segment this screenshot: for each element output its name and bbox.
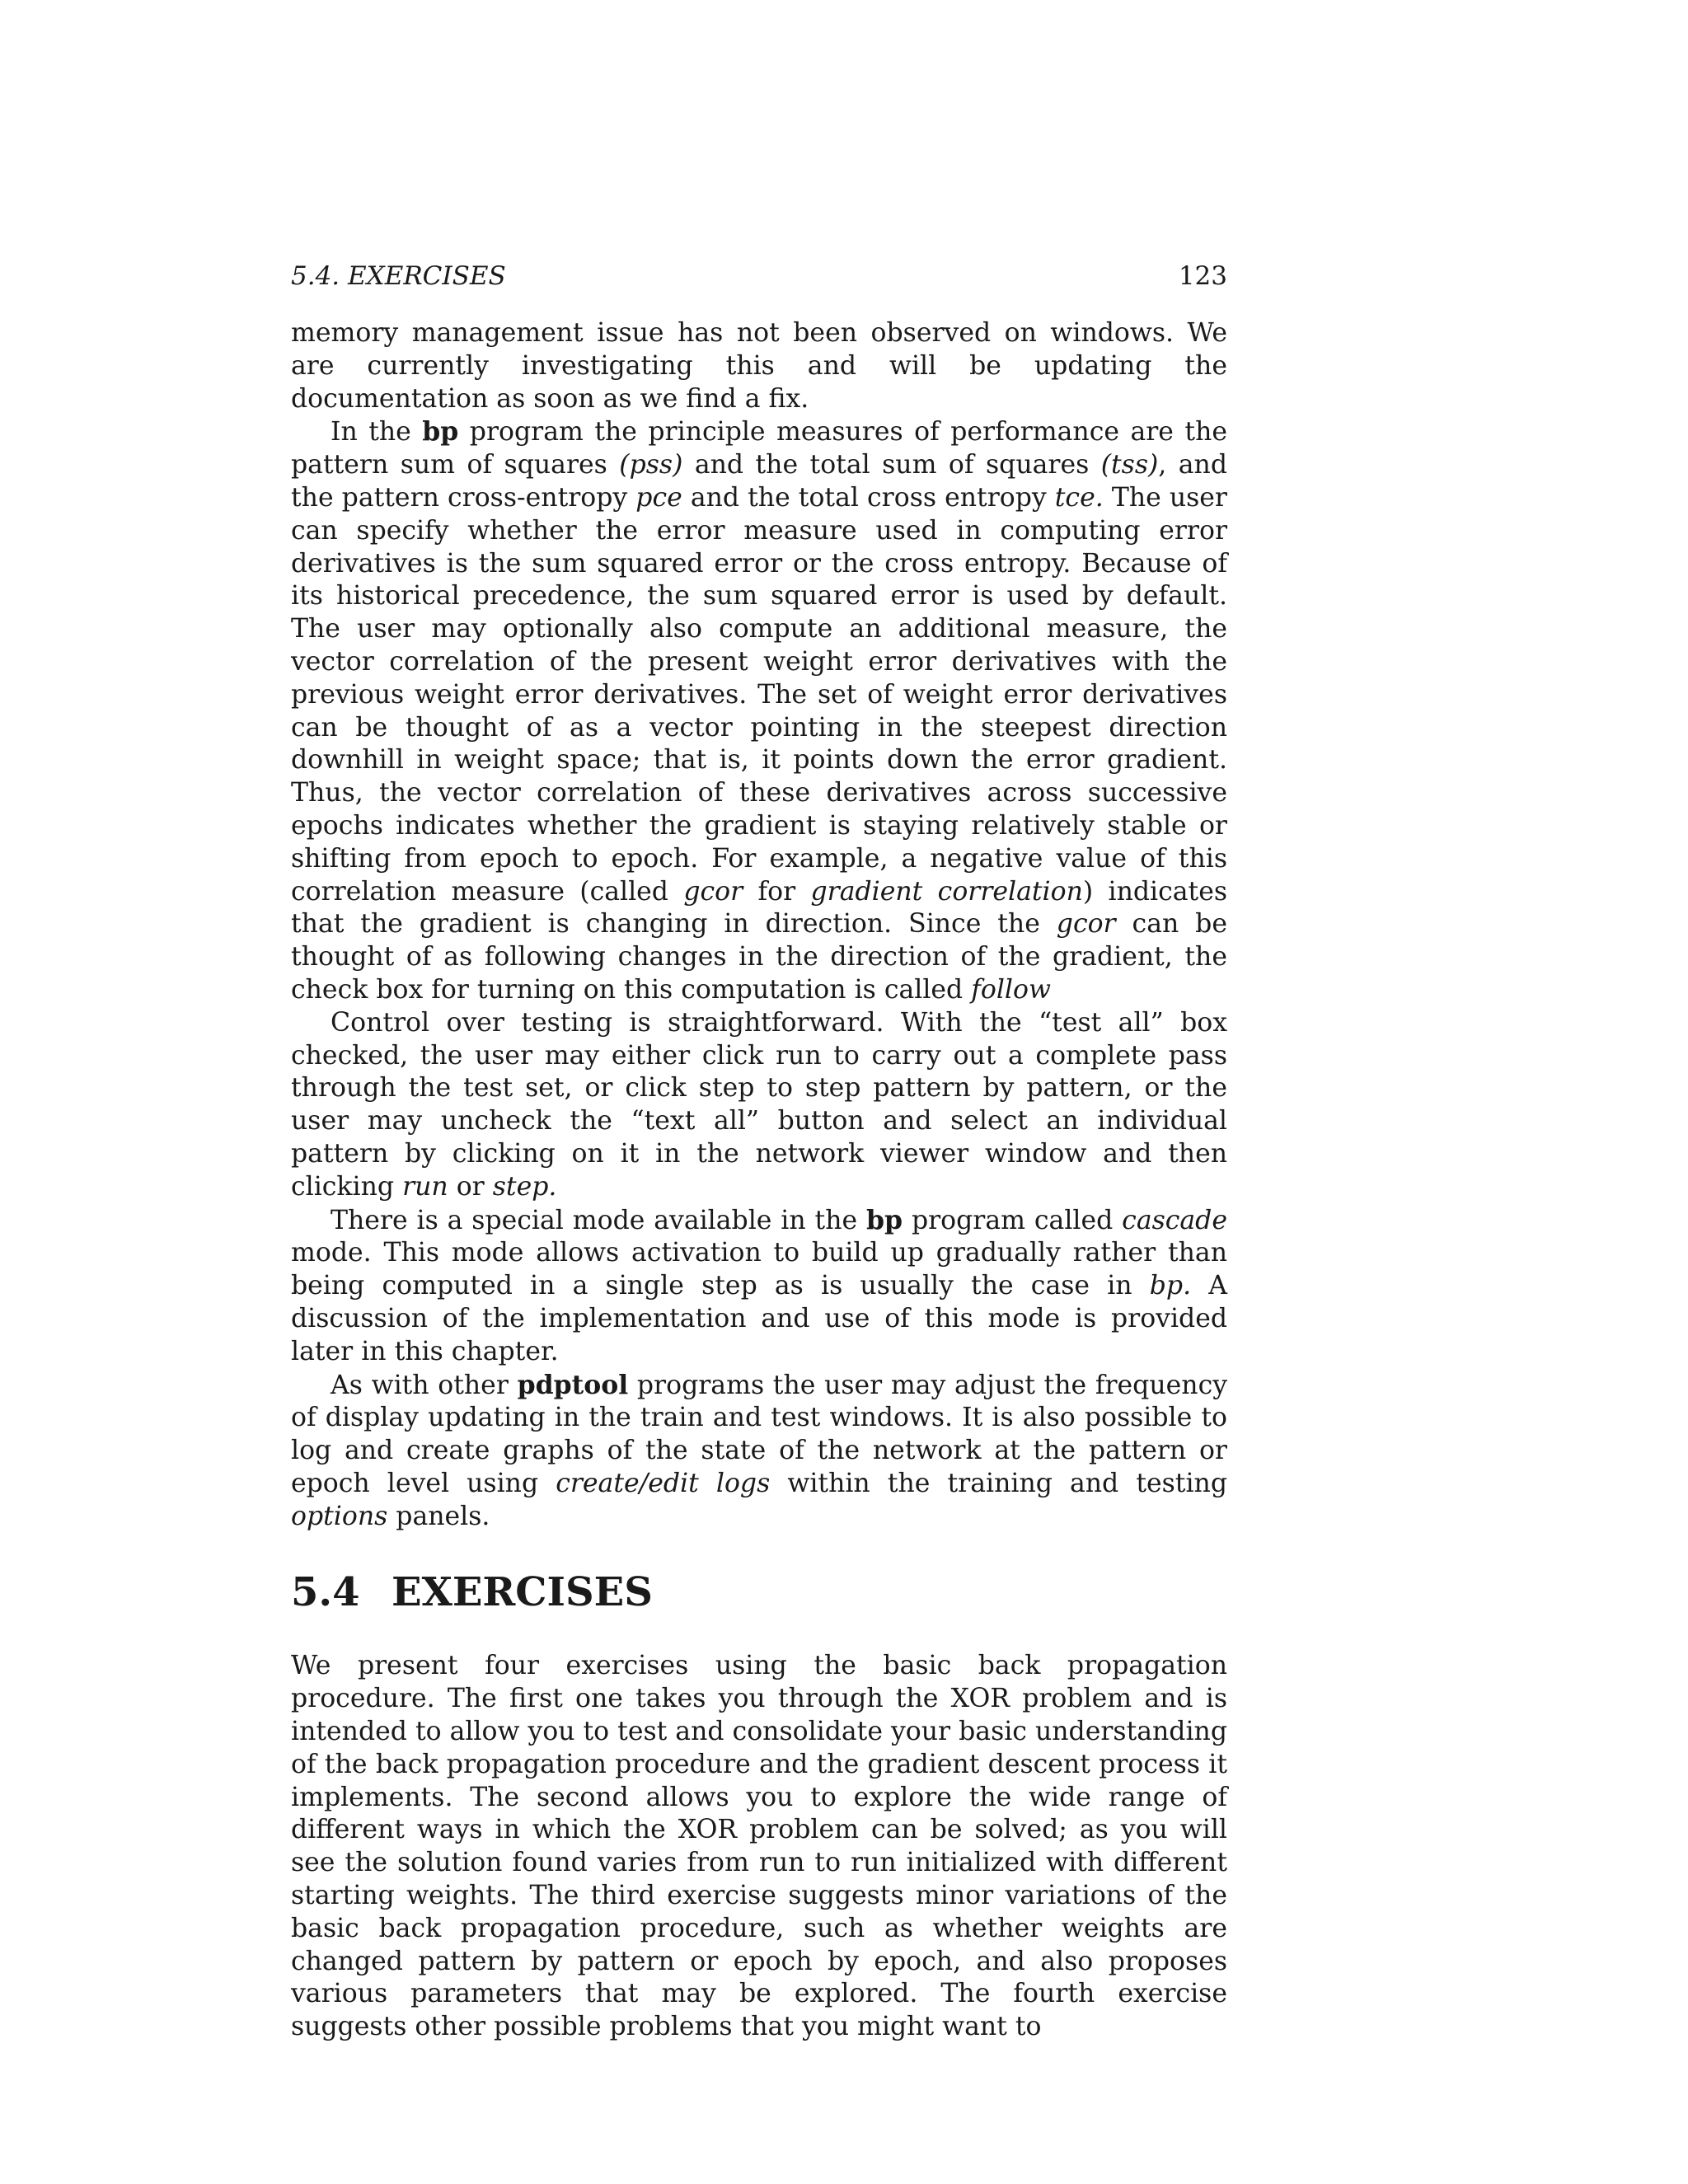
program-name-bp: bp [422, 416, 459, 448]
paragraph-cascade-mode: There is a special mode available in the bp program called cascade mode. This mode allows activation to build up gradually rather than being computed in a single step as is usually the case in bp. A discussion of the implementation and use of this mode is provided later in this chapter. [291, 1204, 1227, 1366]
running-header [291, 260, 1227, 293]
term-gcor-2: gcor [1056, 909, 1116, 940]
term-run: run [402, 1171, 448, 1202]
document-page [291, 260, 1227, 2044]
page-number: 123 [1178, 261, 1227, 291]
term-gcor: gcor [683, 876, 743, 907]
term-pss: (pss) [619, 450, 683, 480]
paragraph-exercises-intro: We present four exercises using the basic back propagation procedure. The first one takes you through the XOR problem and is intended to allow you to test and consolidate your basic understanding of the back propagation procedure and the gradient descent process it implements. The second allows you to explore the wide range of different ways in which the XOR problem can be solved; as you will see the solution found varies from run to run initialized with different starting weights. The third exercise suggests minor variations of the basic back propagation procedure, such as whether weights are changed pattern by pattern or epoch by epoch, and also proposes various parameters that may be explored. The fourth exercise suggests other possible problems that you might want to [291, 1651, 1227, 2042]
term-bp: bp. [1149, 1271, 1192, 1301]
term-tce: tce. [1054, 482, 1104, 513]
paragraph-performance-measures: In the bp program the principle measures of performance are the pattern sum of squares (pss) and the total sum of squares (tss), and the pattern cross-entropy pce and the total cross entropy tce. The user can specify whether the error measure used in computing error derivatives is the sum squared error or the cross entropy. Because of its historical precedence, the sum squared error is used by default. The user may optionally also compute an additional measure, the vector correlation of the present weight error derivatives with the previous weight error derivatives. The set of weight error derivatives can be thought of as a vector pointing in the steepest direction downhill in weight space; that is, it points down the error gradient. Thus, the vector correlation of these derivatives across successive epochs indicates whether the gradient is staying relatively stable or shifting from epoch to epoch. For example, a negative value of this correlation measure (called gcor for gradient correlation) indicates that the gradient is changing in direction. Since the gcor can be thought of as following changes in the direction of the gradient, the check box for turning on this computation is called follow [291, 416, 1227, 1005]
paragraph-testing-control: Control over testing is straightforward. With the “test all” box checked, the user may either click run to carry out a complete pass through the test set, or click step to step pattern by pattern, or the user may uncheck the “text all” button and select an individual pattern by clicking on it in the network viewer window and then clicking run or step. [291, 1007, 1227, 1202]
term-create-edit-logs: create/edit logs [556, 1468, 771, 1498]
paragraph-memory-issue: memory management issue has not been observed on windows. We are currently investigating this and will be updating the documentation as soon as we find a fix. [291, 318, 1227, 414]
program-name-pdptool: pdptool [517, 1369, 629, 1400]
term-tss: (tss) [1100, 450, 1159, 480]
section-title: EXERCISES [392, 1569, 653, 1616]
body-text [291, 317, 1227, 1533]
program-name-bp-2: bp [866, 1204, 903, 1235]
term-step: step. [492, 1171, 557, 1202]
section-heading [291, 1568, 1227, 1617]
running-title: 5.4. EXERCISES [291, 261, 506, 291]
term-options: options [291, 1501, 388, 1531]
term-cascade: cascade [1122, 1205, 1227, 1235]
section-number: 5.4 [291, 1569, 360, 1616]
paragraph-display-logging: As with other pdptool programs the user may adjust the frequency of display updating in the train and test windows. It is also possible to log and create graphs of the state of the network at the pattern or epoch level using create/edit logs within the training and testing options panels. [291, 1369, 1228, 1531]
term-gradient-correlation: gradient correlation [810, 876, 1083, 907]
term-pce: pce [635, 482, 682, 513]
section-body-text [291, 1650, 1227, 2044]
term-follow: follow [971, 974, 1051, 1005]
